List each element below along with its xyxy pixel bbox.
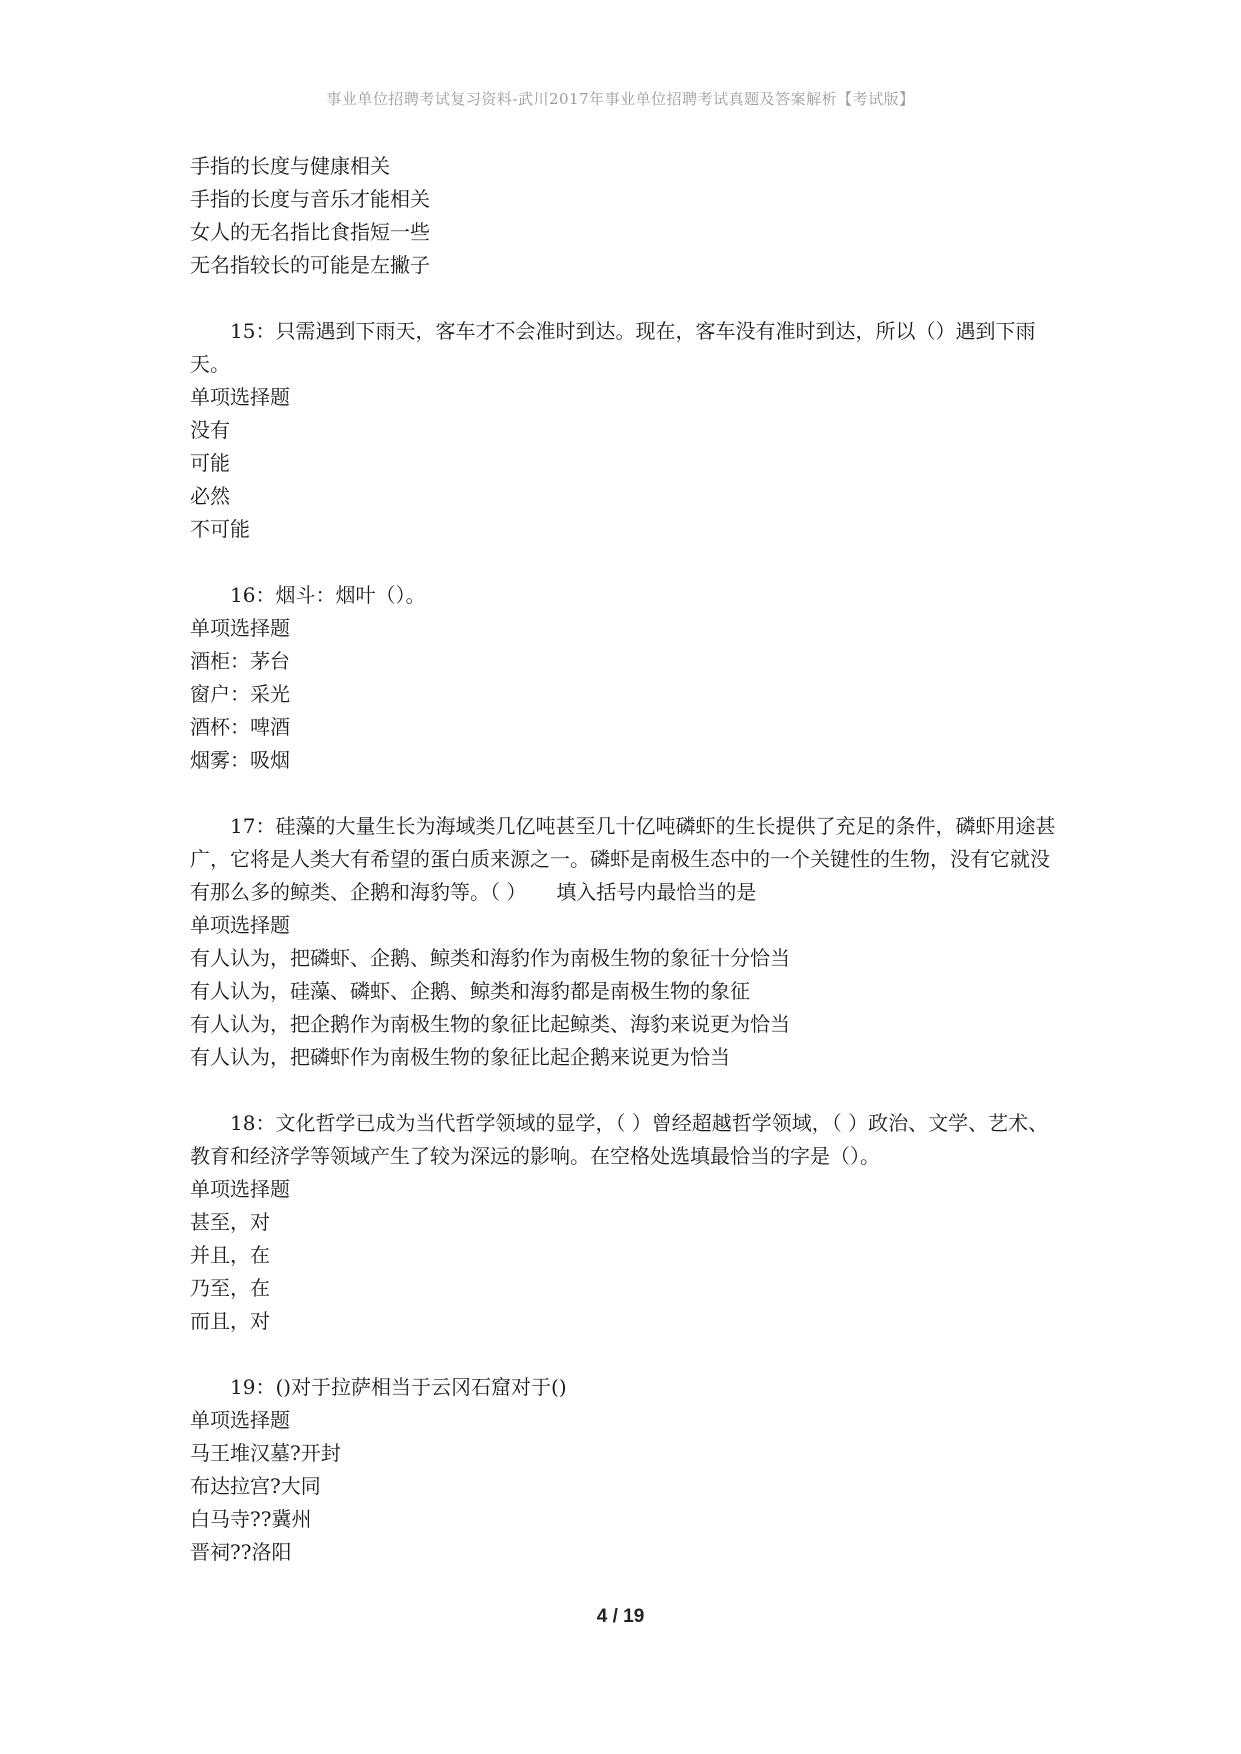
question-type: 单项选择题 — [190, 385, 290, 409]
question-18 — [190, 1107, 1060, 1338]
option-item: 布达拉宫?大同 — [190, 1474, 321, 1498]
question-type: 单项选择题 — [190, 1177, 290, 1201]
question-text: 17：硅藻的大量生长为海域类几亿吨甚至几十亿吨磷虾的生长提供了充足的条件，磷虾用途甚广，它将是人类大有希望的蛋白质来源之一。磷虾是南极生态中的一个关键性的生物，没有它就没有那么多的鲸类、企鹅和海豹等。（ ） 填入括号内最恰当的是 — [190, 814, 1056, 904]
option-item: 马王堆汉墓?开封 — [190, 1441, 341, 1465]
option-item: 没有 — [190, 418, 230, 442]
option-item: 女人的无名指比食指短一些 — [190, 220, 430, 244]
option-item: 不可能 — [190, 517, 250, 541]
option-item: 必然 — [190, 484, 230, 508]
option-item: 手指的长度与健康相关 — [190, 154, 390, 178]
option-item: 酒柜：茅台 — [190, 649, 290, 673]
question-19 — [190, 1371, 1060, 1569]
option-item: 而且，对 — [190, 1309, 270, 1333]
option-item: 无名指较长的可能是左撇子 — [190, 253, 430, 277]
option-item: 可能 — [190, 451, 230, 475]
page-number: 4 / 19 — [596, 1606, 645, 1627]
option-item: 窗户：采光 — [190, 682, 290, 706]
previous-question-options — [190, 150, 1060, 282]
document-body — [190, 150, 1060, 1569]
question-16 — [190, 579, 1060, 777]
question-type: 单项选择题 — [190, 616, 290, 640]
question-text: 15：只需遇到下雨天，客车才不会准时到达。现在，客车没有准时到达，所以（）遇到下雨天。 — [190, 319, 1036, 376]
question-type: 单项选择题 — [190, 1408, 290, 1432]
question-type: 单项选择题 — [190, 913, 290, 937]
question-text: 18：文化哲学已成为当代哲学领域的显学，（ ）曾经超越哲学领域，（ ）政治、文学、艺术、教育和经济学等领域产生了较为深远的影响。在空格处选填最恰当的字是（）。 — [190, 1111, 1049, 1168]
option-item: 甚至，对 — [190, 1210, 270, 1234]
option-item: 酒杯：啤酒 — [190, 715, 290, 739]
option-item: 手指的长度与音乐才能相关 — [190, 187, 430, 211]
question-text: 19：()对于拉萨相当于云冈石窟对于() — [230, 1375, 567, 1399]
option-item: 白马寺??冀州 — [190, 1507, 312, 1531]
option-item: 有人认为，把企鹅作为南极生物的象征比起鲸类、海豹来说更为恰当 — [190, 1012, 790, 1036]
option-item: 并且，在 — [190, 1243, 270, 1267]
question-17 — [190, 810, 1060, 1074]
page-header: 事业单位招聘考试复习资料-武川2017年事业单位招聘考试真题及答案解析【考试版】 — [326, 90, 915, 108]
question-15 — [190, 315, 1060, 546]
option-item: 烟雾：吸烟 — [190, 748, 290, 772]
option-item: 有人认为，把磷虾、企鹅、鲸类和海豹作为南极生物的象征十分恰当 — [190, 946, 790, 970]
option-item: 有人认为，把磷虾作为南极生物的象征比起企鹅来说更为恰当 — [190, 1045, 730, 1069]
option-item: 晋祠??洛阳 — [190, 1540, 292, 1564]
option-item: 乃至，在 — [190, 1276, 270, 1300]
question-text: 16：烟斗：烟叶（）。 — [230, 583, 426, 607]
option-item: 有人认为，硅藻、磷虾、企鹅、鲸类和海豹都是南极生物的象征 — [190, 979, 750, 1003]
